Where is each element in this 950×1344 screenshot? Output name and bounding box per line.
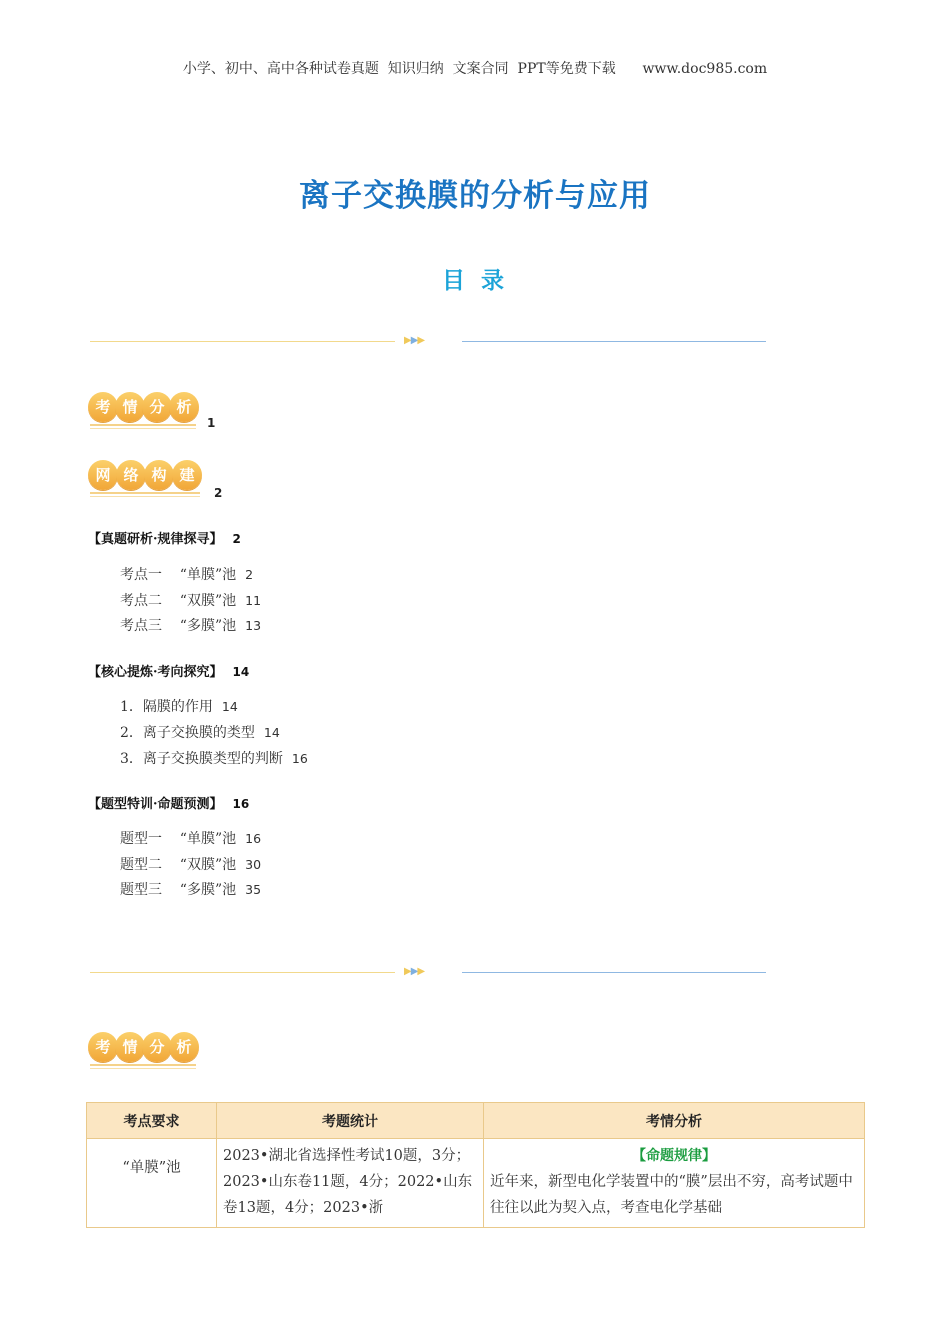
toc-item-label: 考点三 “多膜”池: [120, 618, 237, 634]
badge-char: 分: [142, 392, 172, 422]
toc-item-page: 11: [245, 593, 262, 608]
toc-item-page: 14: [221, 699, 238, 714]
document-title: 离子交换膜的分析与应用: [299, 178, 651, 214]
badge-char: 建: [172, 460, 202, 490]
toc-item-page: 16: [245, 831, 262, 846]
toc-section-heading[interactable]: [88, 793, 249, 812]
toc-item-page: 35: [245, 882, 262, 897]
toc-analysis-badge[interactable]: [88, 392, 218, 432]
toc-network-page: 2: [214, 486, 223, 500]
table-row: [87, 1139, 865, 1228]
toc-item[interactable]: [120, 748, 308, 768]
toc-item-page: 16: [291, 751, 308, 766]
badge-char: 情: [115, 1032, 145, 1062]
table-header-row: [87, 1103, 865, 1139]
toc-item-label: 题型二 “双膜”池: [120, 857, 237, 873]
section-page: 16: [232, 797, 250, 811]
stats-cell: 2023•湖北省选择性考试10题，3分；2023•山东卷11题，4分；2022•山东卷13题，4分；2023•浙: [217, 1139, 484, 1228]
badge-char: 分: [142, 1032, 172, 1062]
arrow-divider-icon: ▶▶▶: [404, 966, 425, 977]
column-header: 考情分析: [484, 1103, 865, 1139]
toc-item-label: 题型一 “单膜”池: [120, 831, 237, 847]
toc-section-heading[interactable]: [88, 661, 249, 680]
requirement-cell: “单膜”池: [87, 1139, 217, 1228]
toc-item-label: 3．离子交换膜类型的判断: [120, 751, 283, 767]
toc-item[interactable]: [120, 879, 261, 899]
toc-analysis-page: 1: [207, 416, 216, 430]
section-heading-label: 【核心提炼·考向探究】: [88, 665, 223, 680]
toc-network-badge[interactable]: [88, 460, 218, 500]
toc-item-page: 30: [245, 857, 262, 872]
rule-tag: 【命题规律】: [632, 1148, 716, 1164]
toc-section-heading[interactable]: [88, 528, 241, 547]
badge-char: 情: [115, 392, 145, 422]
toc-title: 目 录: [441, 268, 508, 294]
section-heading-label: 【真题研析·规律探寻】: [88, 532, 223, 547]
divider-bottom: [90, 966, 766, 980]
badge-char: 析: [169, 392, 199, 422]
arrow-divider-icon: ▶▶▶: [404, 335, 425, 346]
section-heading-label: 【题型特训·命题预测】: [88, 797, 223, 812]
analysis-section-badge: [88, 1032, 218, 1072]
badge-char: 考: [88, 392, 118, 422]
toc-item-page: 2: [245, 567, 254, 582]
toc-item[interactable]: [120, 590, 261, 610]
toc-item-label: 2．离子交换膜的类型: [120, 725, 255, 741]
toc-item-label: 考点一 “单膜”池: [120, 567, 237, 583]
toc-item-page: 13: [245, 618, 262, 633]
page-header: 小学、初中、高中各种试卷真题 知识归纳 文案合同 PPT等免费下载 www.doc985.com: [182, 61, 768, 77]
toc-item-label: 考点二 “双膜”池: [120, 593, 237, 609]
toc-item[interactable]: [120, 615, 261, 635]
section-page: 14: [232, 665, 250, 679]
badge-char: 网: [88, 460, 118, 490]
badge-char: 络: [116, 460, 146, 490]
column-header: 考题统计: [217, 1103, 484, 1139]
toc-item-label: 1．隔膜的作用: [120, 699, 213, 715]
divider-top: [90, 335, 766, 349]
toc-item[interactable]: [120, 722, 280, 742]
toc-item[interactable]: [120, 696, 238, 716]
toc-item-page: 14: [263, 725, 280, 740]
toc-item[interactable]: [120, 564, 253, 584]
badge-char: 考: [88, 1032, 118, 1062]
toc-item[interactable]: [120, 828, 261, 848]
analysis-text: 近年来，新型电化学装置中的“膜”层出不穷，高考试题中往往以此为契入点，考查电化学基础: [490, 1174, 853, 1216]
badge-char: 析: [169, 1032, 199, 1062]
exam-analysis-table: [86, 1102, 865, 1228]
toc-item-label: 题型三 “多膜”池: [120, 882, 237, 898]
badge-char: 构: [144, 460, 174, 490]
toc-item[interactable]: [120, 854, 261, 874]
section-page: 2: [232, 532, 241, 546]
analysis-cell: [484, 1139, 865, 1228]
column-header: 考点要求: [87, 1103, 217, 1139]
